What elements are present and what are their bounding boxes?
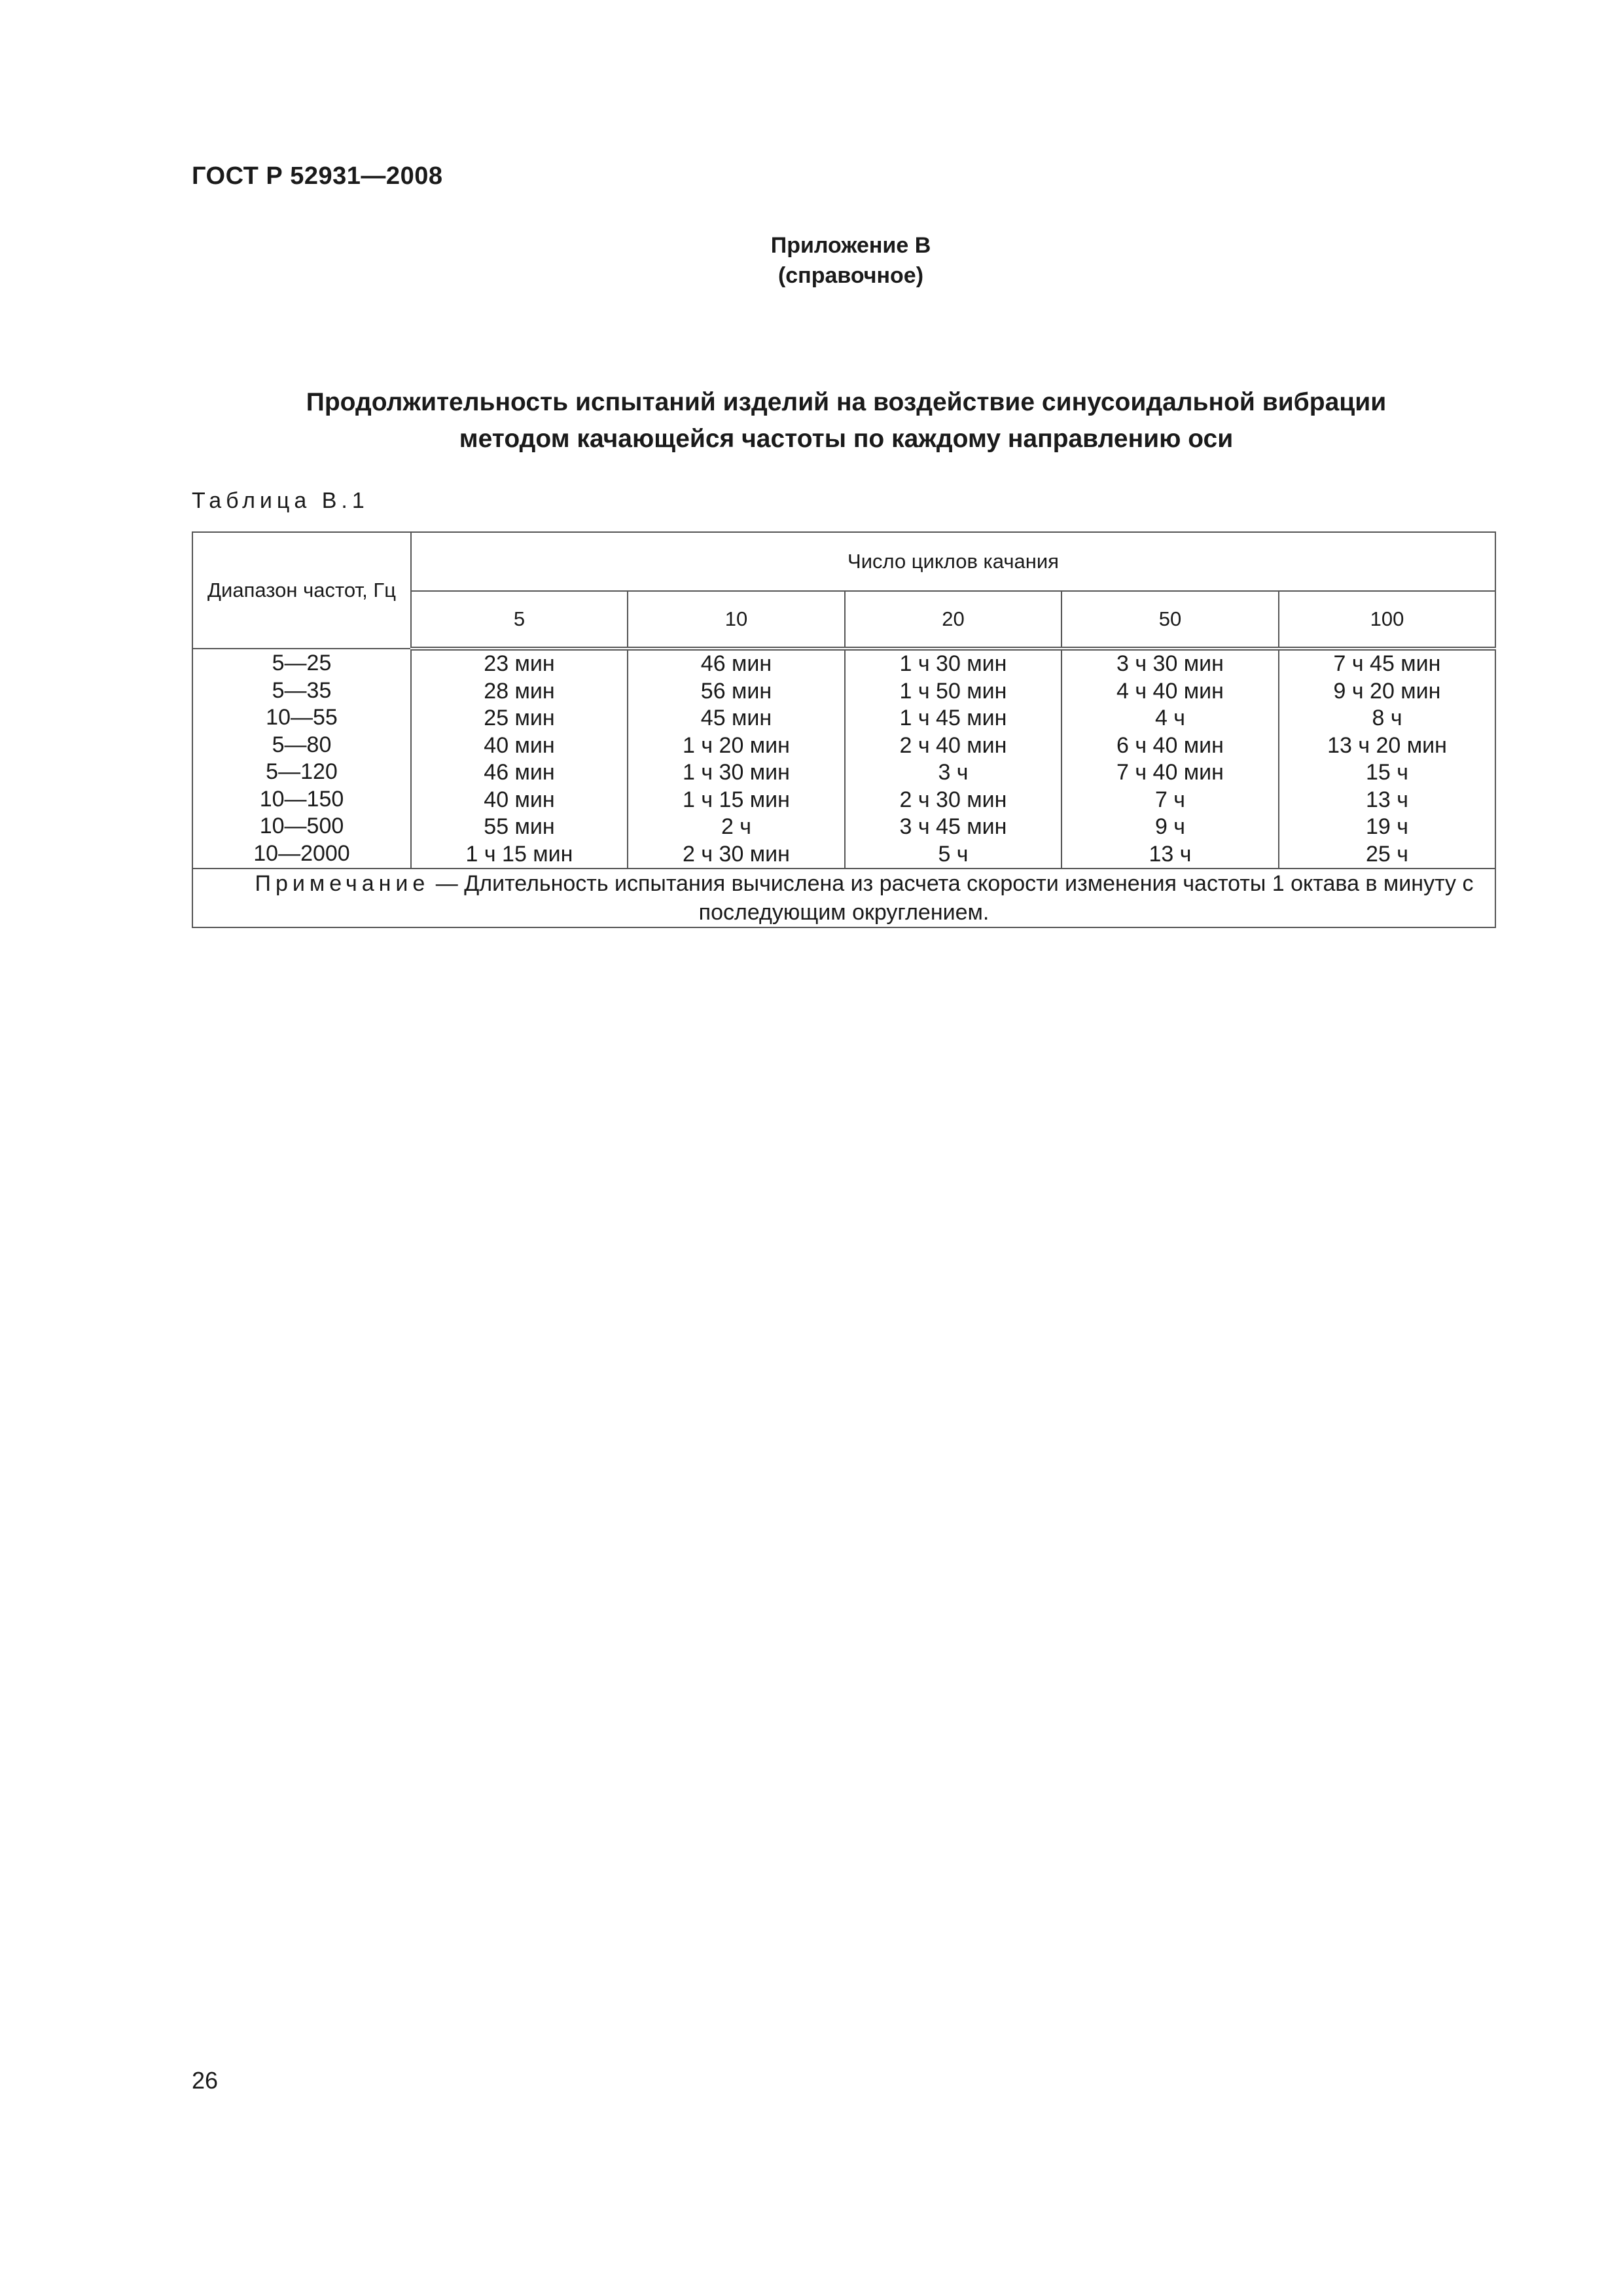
table-cell: 1 ч 15 мин [683,787,790,812]
frequency-range-column [192,649,411,869]
table-cell: 1 ч 20 мин [683,732,790,758]
section-title-line-1: Продолжительность испытаний изделий на воздействие синусоидальной вибрации [306,388,1387,416]
table-cell: 5—35 [272,677,332,703]
table-cell: 10—55 [266,705,338,730]
duration-column-5 [411,649,628,869]
table-cell: 4 ч [1154,706,1186,730]
table-cell: 10—150 [259,786,344,812]
table-cell: 3 ч [938,760,969,785]
table-cell: 6 ч 40 мин [1116,732,1224,758]
table-cell: 40 мин [484,787,555,812]
table-cell: 13 ч 20 мин [1327,732,1447,758]
table-cell: 5 ч [938,841,969,867]
table-cell: 5—120 [266,759,338,784]
table-caption: Таблица В.1 [192,488,369,513]
table-cell: 7 ч 45 мин [1333,651,1441,676]
table-cell: 9 ч 20 мин [1333,678,1441,704]
appendix-label: Приложение В [770,233,931,258]
test-duration-table [192,531,1496,928]
table-cell: 25 ч [1366,841,1408,867]
table-cell: 2 ч 30 мин [683,841,790,867]
table-cell: 1 ч 45 мин [899,706,1007,730]
duration-column-20 [845,649,1061,869]
table-cell: 1 ч 50 мин [899,678,1007,704]
duration-column-50 [1061,649,1279,869]
table-body-row [192,649,1495,869]
frequency-range-header-text: Диапазон частот, Гц [207,579,396,601]
table-cell: 40 мин [484,732,555,758]
table-cell: 5—25 [272,651,332,675]
table-cell: 19 ч [1366,814,1408,839]
table-cell: 2 ч 30 мин [899,787,1007,812]
frequency-range-header [192,532,411,649]
document-code: ГОСТ Р 52931—2008 [192,162,443,190]
table-cell: 23 мин [484,651,555,676]
table-cell: 13 ч [1366,787,1408,812]
note-label: Примечание [255,871,430,896]
table-note-row [192,869,1495,927]
cycle-count-header: 20 [845,591,1061,649]
table-cell: 10—500 [259,814,344,838]
table-cell: 15 ч [1366,760,1408,785]
table-cell: 1 ч 15 мин [465,841,573,867]
page-number: 26 [192,2067,219,2094]
table-cell: 46 мин [484,760,555,785]
appendix-type: (справочное) [777,263,924,288]
table-cell: 10—2000 [253,840,350,866]
table-cell: 8 ч [1372,706,1402,730]
cycle-count-header: 10 [628,591,845,649]
table-cell: 7 ч [1154,787,1186,812]
table-cell: 55 мин [484,814,555,839]
table-cell: 2 ч 40 мин [899,732,1007,758]
table-cell: 45 мин [700,706,772,730]
table-cell: 2 ч [721,814,752,839]
table-cell: 13 ч [1149,841,1192,867]
sweep-cycles-header: Число циклов качания [411,532,1495,591]
table-cell: 3 ч 45 мин [899,814,1007,839]
cycle-count-header: 100 [1279,591,1495,649]
cycle-count-header: 50 [1061,591,1279,649]
table-cell: 3 ч 30 мин [1116,651,1224,676]
table-cell: 4 ч 40 мин [1116,678,1224,704]
table-note [192,869,1495,927]
table-cell: 46 мин [700,651,772,676]
table-cell: 5—80 [272,732,332,757]
table-cell: 1 ч 30 мин [899,651,1007,676]
table-cell: 1 ч 30 мин [683,760,790,785]
duration-column-100 [1279,649,1495,869]
table-cell: 28 мин [484,678,555,704]
section-title-line-2: методом качающейся частоты по каждому направлению оси [459,425,1234,453]
table-cell: 9 ч [1154,814,1186,839]
table-cell: 7 ч 40 мин [1116,760,1224,785]
table-cell: 25 мин [484,706,555,730]
table-cell: 56 мин [700,678,772,704]
cycle-count-header: 5 [411,591,628,649]
duration-column-10 [628,649,845,869]
note-text: — Длительность испытания вычислена из расчета скорости изменения частоты 1 октава в минуту с последующим округлением. [435,871,1474,925]
